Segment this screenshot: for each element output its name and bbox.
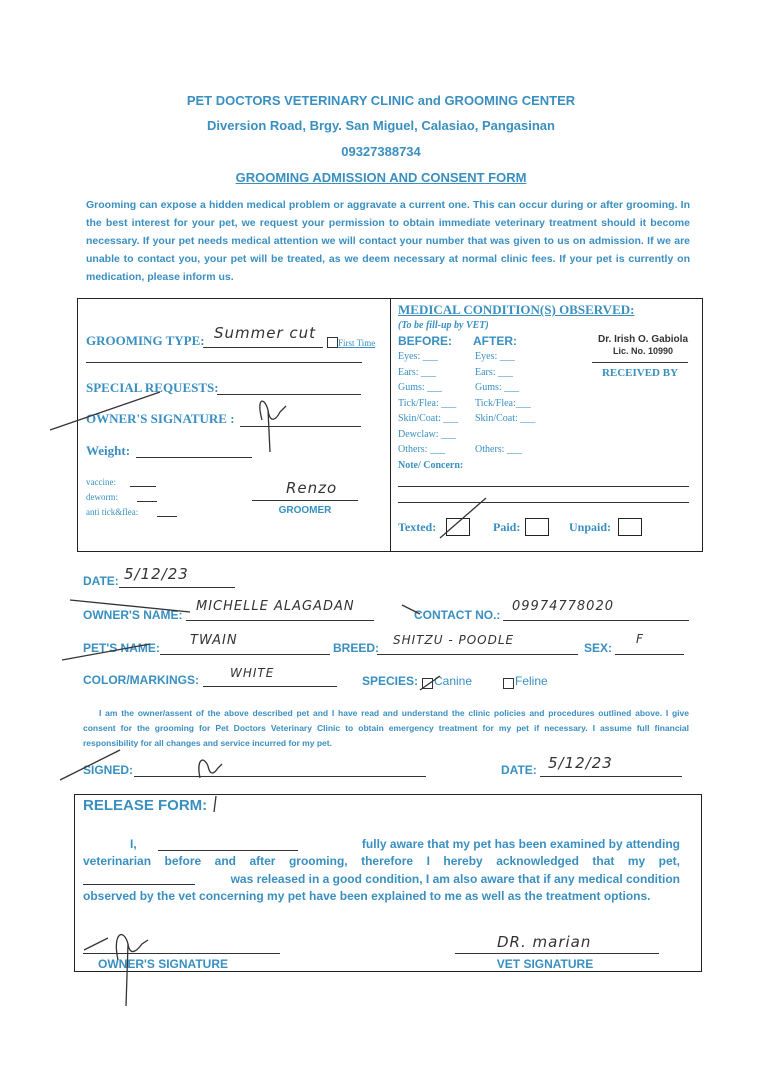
before-skin-coat[interactable]: Skin/Coat: ___ [398, 413, 459, 424]
release-line-1: fully aware that my pet has been examined by attending [361, 837, 680, 851]
after-gums[interactable]: Gums: ___ [475, 382, 520, 393]
before-eyes[interactable]: Eyes: ___ [398, 351, 438, 362]
anti-tick-label: anti tick&flea: [86, 507, 139, 517]
form-title: GROOMING ADMISSION AND CONSENT FORM [235, 170, 527, 185]
release-title: RELEASE FORM: [83, 797, 208, 814]
received-by-label: RECEIVED BY [601, 367, 679, 379]
special-requests-label: SPECIAL REQUESTS: [86, 380, 219, 395]
sex-label: SEX: [584, 641, 613, 655]
color-label: COLOR/MARKINGS: [83, 673, 199, 687]
pet-name-value[interactable]: TWAIN [190, 633, 238, 648]
groomer-name[interactable]: Renzo [286, 479, 338, 497]
release-i-label: I, [130, 837, 137, 851]
medical-title: MEDICAL CONDITION(S) OBSERVED: [398, 302, 635, 317]
deworm-label: deworm: [86, 492, 118, 502]
texted-label: Texted: [398, 520, 437, 534]
color-value[interactable]: WHITE [230, 666, 275, 680]
breed-label: BREED: [333, 641, 380, 655]
release-line-3: was released in a good condition, I am also aware that if any medical condition [230, 872, 680, 886]
after-others[interactable]: Others: ___ [475, 444, 522, 455]
consent-signature-mark [60, 750, 222, 780]
vet-sig-label: VET SIGNATURE [496, 957, 594, 971]
owner-signature-label: OWNER'S SIGNATURE : [86, 411, 235, 426]
note-concern-label: Note/ Concern: [398, 460, 464, 471]
species-label: SPECIES: [362, 674, 419, 688]
release-owner-signature [84, 935, 148, 1006]
owner-name-value[interactable]: MICHELLE ALAGADAN [196, 599, 355, 614]
clinic-name: PET DOCTORS VETERINARY CLINIC and GROOMING CENTER [186, 93, 576, 108]
after-skin-coat[interactable]: Skin/Coat: ___ [475, 413, 536, 424]
clinic-address: Diversion Road, Brgy. San Miguel, Calasiao, Pangasinan [207, 118, 555, 133]
groomer-label: GROOMER [278, 505, 332, 516]
pet-name-label: PET'S NAME: [83, 641, 160, 655]
before-gums[interactable]: Gums: ___ [398, 382, 443, 393]
weight-label: Weight: [86, 443, 131, 458]
release-line-2: veterinarian before and after grooming, therefore I hereby acknowledged that my pet, [83, 854, 680, 868]
grooming-type-label: GROOMING TYPE: [86, 333, 205, 348]
canine-check-mark [420, 676, 440, 690]
before-label: BEFORE: [398, 334, 452, 348]
owner-sig-label: OWNER'S SIGNATURE [98, 957, 228, 971]
after-tick-flea[interactable]: Tick/Flea:___ [475, 398, 531, 409]
vaccine-label: vaccine: [86, 477, 116, 487]
breed-value[interactable]: SHITZU - POODLE [393, 633, 515, 647]
date2-label: DATE: [501, 763, 537, 777]
release-line-4: observed by the vet concerning my pet have been explained to me as well as the treatment options. [83, 889, 651, 903]
grooming-type-value[interactable]: Summer cut [214, 324, 317, 342]
after-eyes[interactable]: Eyes: ___ [475, 351, 515, 362]
vet-stamp-license: Lic. No. 10990 [612, 346, 674, 356]
owner-name-strike [70, 600, 190, 612]
first-time-label: First Time [338, 338, 376, 348]
before-others[interactable]: Others: ___ [398, 444, 445, 455]
vet-stamp-name: Dr. Irish O. Gabiola [597, 334, 689, 345]
medical-subtitle: (To be fill-up by VET) [398, 320, 489, 331]
vet-sig-value[interactable]: DR. marian [497, 933, 592, 951]
clinic-phone: 09327388734 [341, 144, 421, 159]
after-ears[interactable]: Ears: ___ [475, 367, 514, 378]
contact-label: CONTACT NO.: [414, 608, 501, 622]
contact-value[interactable]: 09974778020 [512, 599, 614, 614]
date-label: DATE: [83, 574, 119, 588]
feline-label: Feline [515, 674, 548, 688]
sex-value[interactable]: F [636, 632, 644, 646]
before-ears[interactable]: Ears: ___ [398, 367, 437, 378]
canine-label: Canine [434, 674, 473, 688]
release-tick-mark [214, 796, 216, 812]
owner-signature-mark [50, 392, 286, 452]
date-value[interactable]: 5/12/23 [124, 565, 189, 583]
texted-check-mark [440, 498, 486, 538]
consent-paragraph: I am the owner/assent of the above described pet and I have read and understand the clinic policies and procedures outlined above. I give consent for the grooming for Pet Doctors Veterinary Clinic to obtain emergency treatment for my pet if necessary. I assume full financial responsibility for all changes and service incurred for my pet. [83, 708, 689, 748]
signed-label: SIGNED: [83, 763, 134, 777]
before-dewclaw[interactable]: Dewclaw: ___ [398, 429, 457, 440]
date2-value[interactable]: 5/12/23 [548, 754, 613, 772]
owner-name-label: OWNER'S NAME: [83, 608, 183, 622]
contact-strike [402, 605, 420, 614]
unpaid-label: Unpaid: [569, 520, 612, 534]
before-tick-flea[interactable]: Tick/Flea: ___ [398, 398, 457, 409]
after-label: AFTER: [473, 334, 517, 348]
intro-paragraph: Grooming can expose a hidden medical problem or aggravate a current one. This can occur during or after grooming. In the best interest for your pet, we request your permission to obtain immediate veterinary treatment should it become necessary. If your pet needs medical attention we will contact your number that was given to us on admission. If we are unable to contact you, your pet will be treated, as we deem necessary at normal clinic fees. If your pet is currently on medication, please inform us. [86, 199, 690, 283]
pet-name-strike [62, 644, 150, 660]
paid-label: Paid: [493, 520, 521, 534]
